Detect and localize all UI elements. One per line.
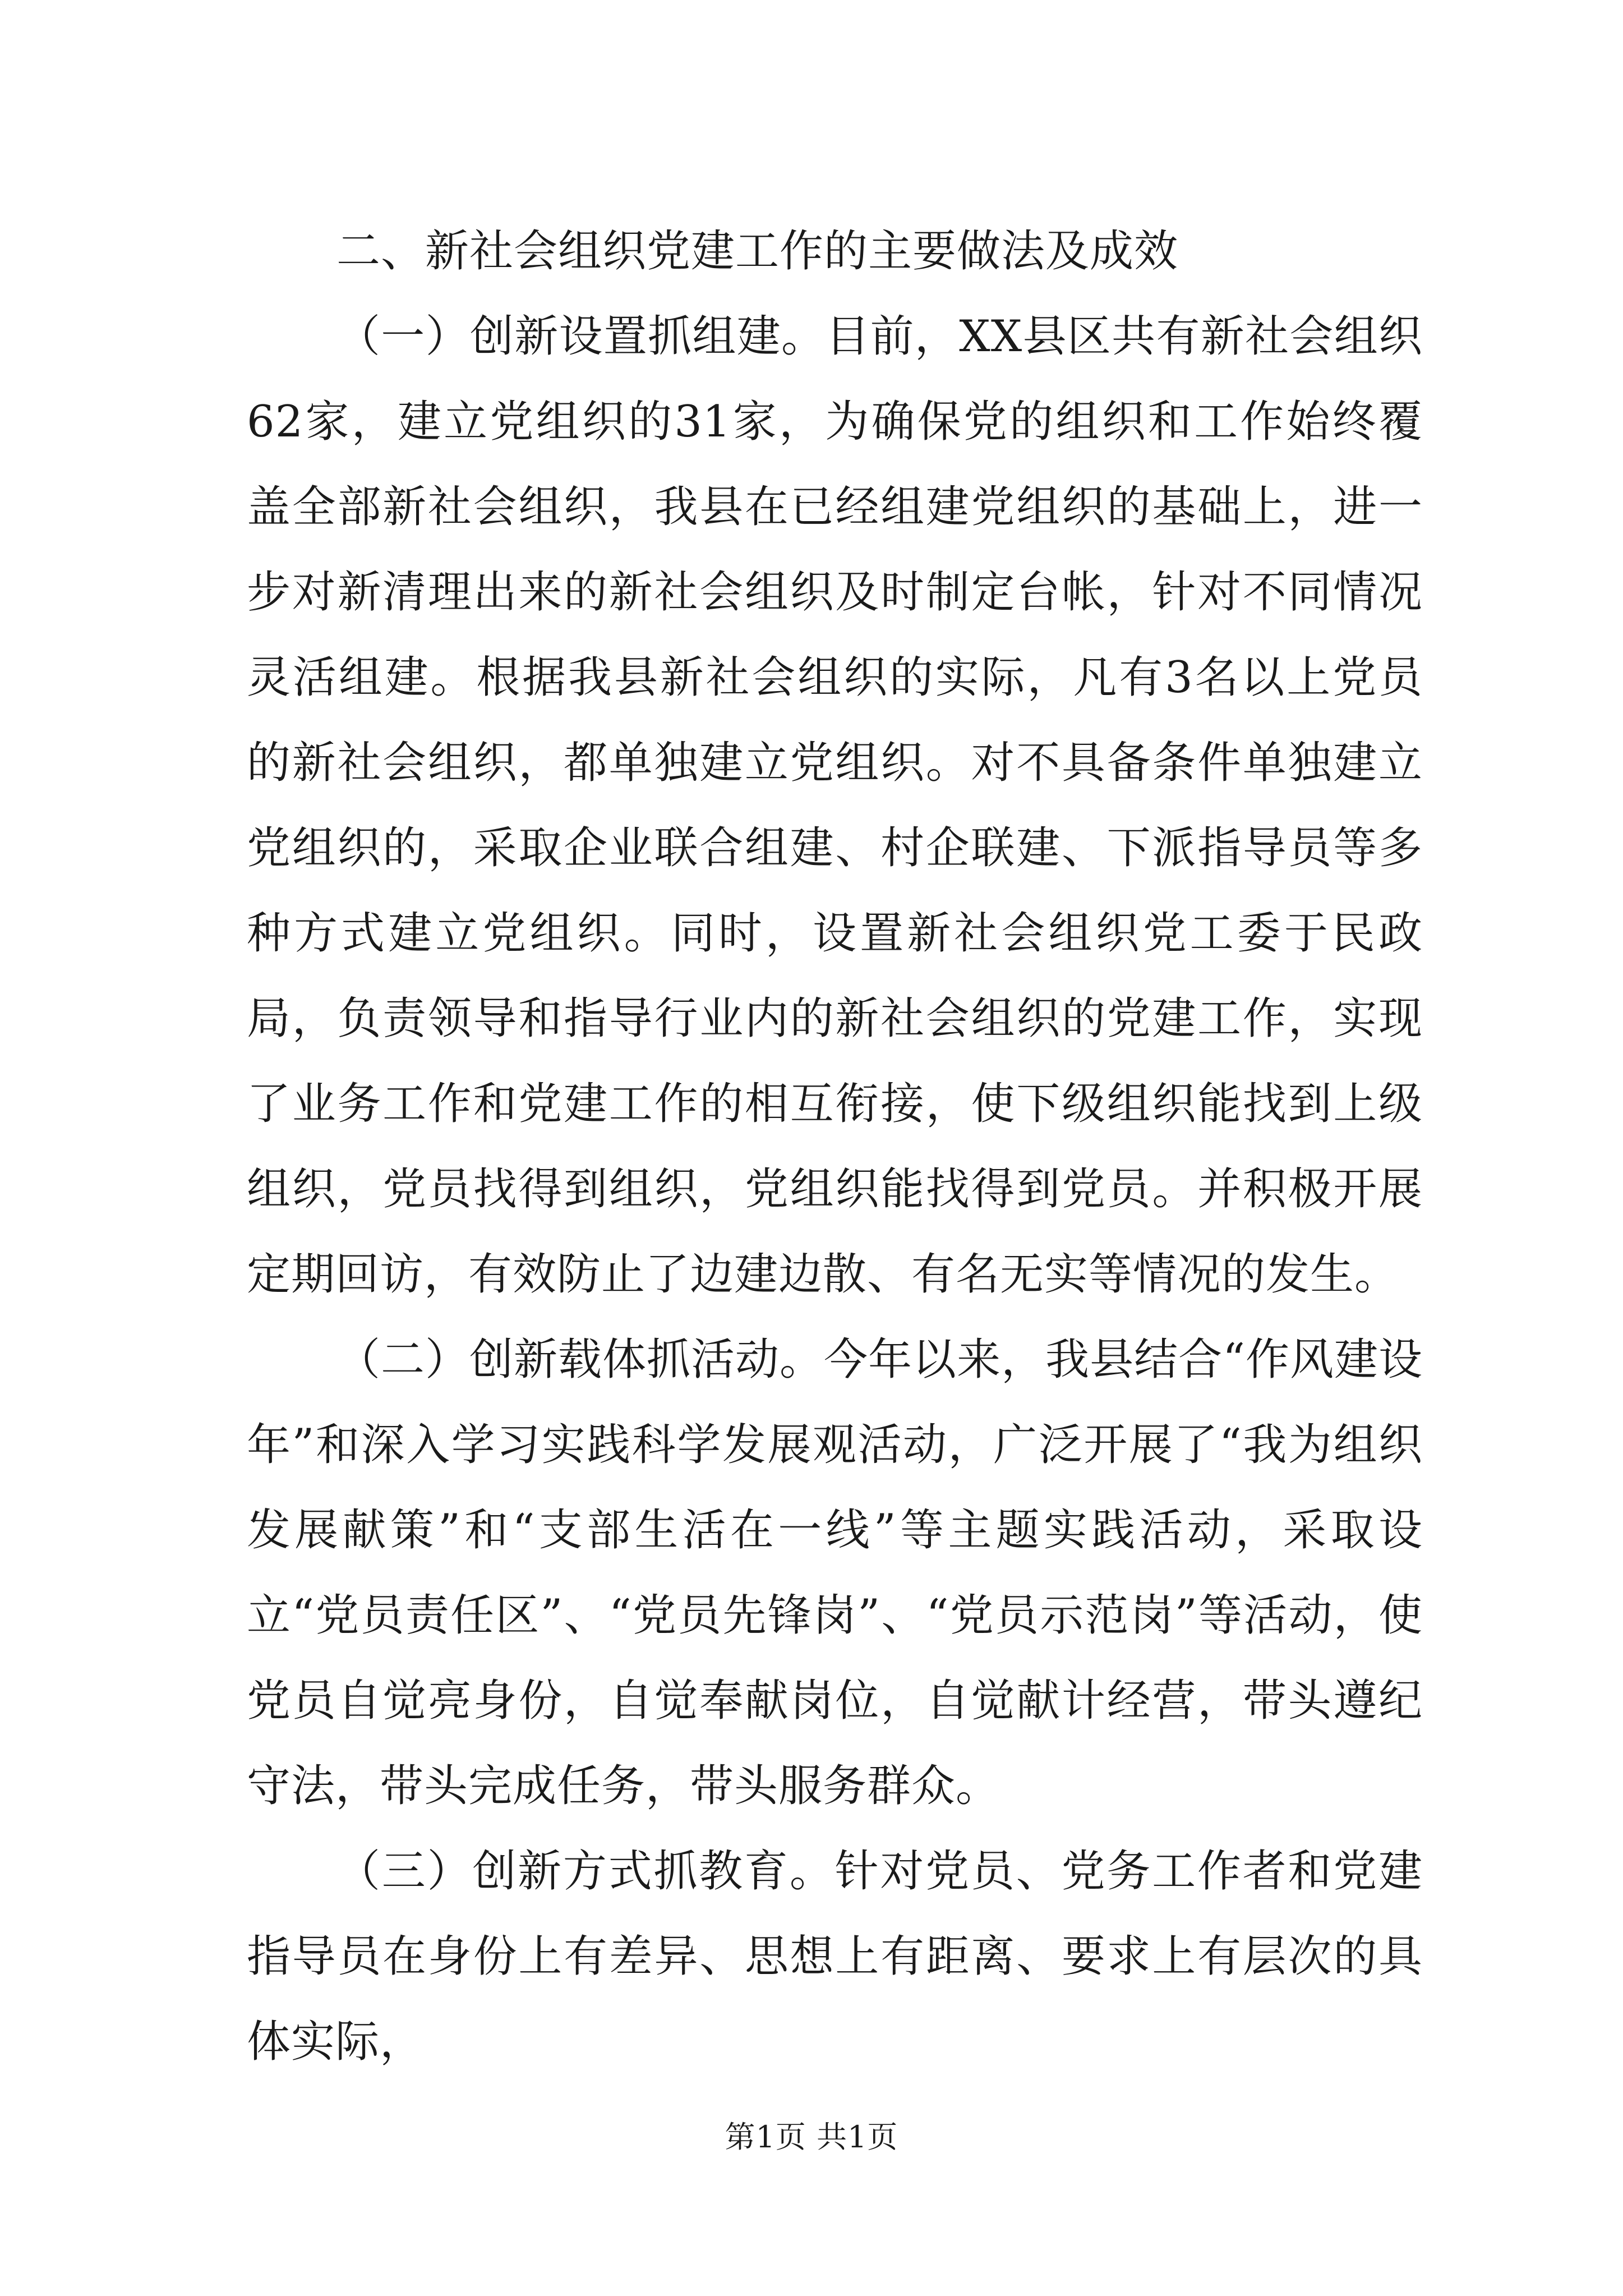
page-footer: 第1页 共1页	[725, 2119, 898, 2155]
paragraph-2: （二）创新载体抓活动。今年以来，我县结合“作风建设年”和深入学习实践科学发展观活动，广泛开展了“我为组织发展献策”和“支部生活在一线”等主题实践活动，采取设立“党员责任区”、“党员先锋岗”、“党员示范岗”等活动，使党员自觉亮身份，自觉奉献岗位，自觉献计经营，带头遵纪守法，带头完成任务，带头服务群众。	[247, 1335, 1423, 1811]
paragraph-3: （三）创新方式抓教育。针对党员、党务工作者和党建指导员在身份上有差异、思想上有距离、要求上有层次的具体实际，	[247, 1846, 1423, 2067]
document-body	[247, 209, 1423, 2085]
paragraph-1: （一）创新设置抓组建。目前，XX县区共有新社会组织62家，建立党组织的31家，为确保党的组织和工作始终覆盖全部新社会组织，我县在已经组建党组织的基础上，进一步对新清理出来的新社会组织及时制定台帐，针对不同情况灵活组建。根据我县新社会组织的实际，凡有3名以上党员的新社会组织，都单独建立党组织。对不具备条件单独建立党组织的，采取企业联合组建、村企联建、下派指导员等多种方式建立党组织。同时，设置新社会组织党工委于民政局，负责领导和指导行业内的新社会组织的党建工作，实现了业务工作和党建工作的相互衔接，使下级组织能找到上级组织，党员找得到组织，党组织能找得到党员。并积极开展定期回访，有效防止了边建边散、有名无实等情况的发生。	[247, 311, 1423, 1300]
section-heading: 二、新社会组织党建工作的主要做法及成效	[336, 226, 1179, 277]
